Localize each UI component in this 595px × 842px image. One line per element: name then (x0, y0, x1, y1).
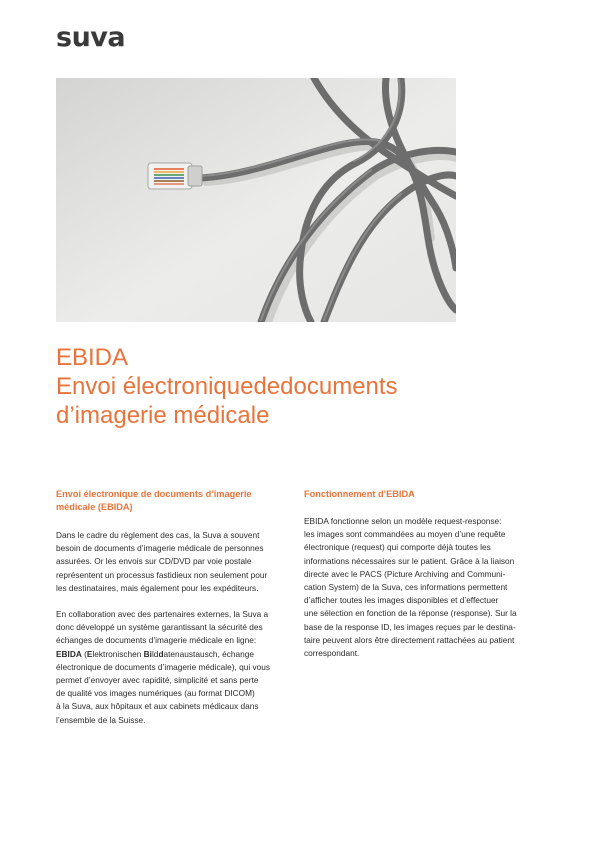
title-line-2: Envoi électroniquededocuments (56, 373, 398, 400)
text-fragment: atenaustausch, échange (163, 648, 254, 659)
text-line: d’afficher toutes les images disponibles et d’effectuer (304, 595, 499, 606)
bold-letter: Bi (143, 648, 152, 659)
left-paragraph-2 (56, 608, 290, 727)
text-line: de qualité vos images numériques (au format DICOM) (56, 688, 255, 699)
document-title (56, 343, 516, 430)
text-line: assurées. Or les envois sur CD/DVD par voie postale (56, 556, 252, 567)
text-fragment: lektronischen (92, 648, 144, 659)
title-line-1: EBIDA (56, 344, 129, 371)
text-line: électronique de documents d’imagerie médicale), qui vous (56, 661, 270, 672)
text-line: directe avec le PACS (Picture Archiving and Communi- (304, 568, 506, 579)
network-cable-photo (56, 78, 456, 322)
left-paragraph-1 (56, 529, 290, 595)
text-line: correspondant. (304, 648, 360, 659)
text-fragment: ld (151, 648, 159, 659)
text-line: les destinataires, mais également pour les expéditeurs. (56, 582, 259, 593)
text-line: informations nécessaires sur le patient. Grâce à la liaison (304, 555, 515, 566)
left-heading-line: médicale (EBIDA) (56, 502, 133, 512)
text-line: échanges de documents d’imagerie médicale en ligne: (56, 635, 257, 646)
text-line: à la Suva, aux hôpitaux et aux cabinets médicaux dans (56, 701, 259, 712)
bold-letter: E (86, 648, 93, 659)
ebida-bold: EBIDA (56, 648, 82, 659)
text-line: EBIDA fonctionne selon un modèle request-response: (304, 516, 502, 526)
text-line: taire peuvent alors être directement rattachées au patient (304, 634, 515, 645)
left-heading-line: Envoi électronique de documents d’imagerie (56, 489, 252, 499)
text-line: permet d’envoyer avec rapidité, simplicité et sans perte (56, 675, 259, 686)
text-line: cation System) de la Suva, ces informations permettent (304, 582, 508, 593)
title-line-3: d’imagerie médicale (56, 402, 270, 429)
right-column (304, 488, 538, 660)
suva-logo: suva (56, 22, 126, 53)
text-fragment: ( (81, 648, 87, 659)
text-line: En collaboration avec des partenaires externes, la Suva a (56, 609, 269, 620)
text-line-ebida (56, 648, 290, 661)
left-column (56, 488, 290, 727)
right-paragraph-1 (304, 515, 538, 660)
text-line: électronique (request) qui comporte déjà toutes les (304, 542, 491, 553)
left-heading (56, 488, 290, 514)
right-heading: Fonctionnement d’EBIDA (304, 489, 415, 499)
text-line: l’ensemble de la Suisse. (56, 714, 146, 725)
text-line: besoin de documents d’imagerie médicale de personnes (56, 543, 264, 554)
text-line: donc développé un système garantissant la sécurité des (56, 622, 263, 633)
text-line: une sélection en fonction de la réponse (response). Sur la (304, 608, 517, 619)
text-line: Dans le cadre du règlement des cas, la Suva a souvent (56, 530, 260, 540)
text-line: les images sont commandées au moyen d’une requête (304, 529, 506, 540)
text-line: représentent un processus fastidieux non seulement pour (56, 569, 268, 580)
text-line: base de la response ID, les images reçues par le destina- (304, 621, 516, 632)
bold-letter: d (158, 648, 164, 659)
